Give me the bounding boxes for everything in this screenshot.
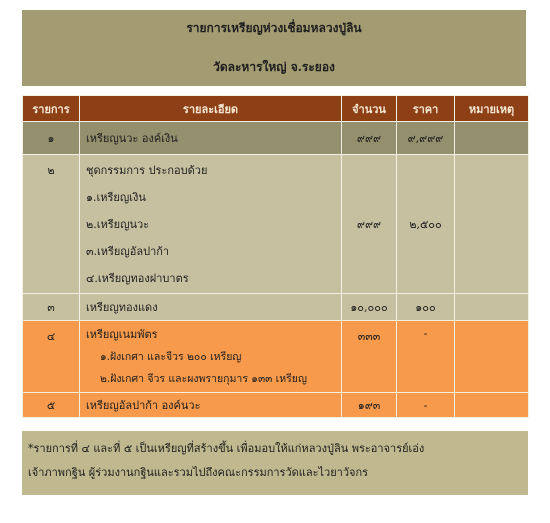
detail-line: ๒.ฝังเกศา จีวร และผงพรายกุมาร ๑๓๓ เหรียญ: [100, 373, 307, 385]
row-number: ๕: [23, 393, 80, 418]
row-note: [455, 155, 529, 294]
column-header-no: รายการ: [23, 96, 80, 122]
column-header-price: ราคา: [397, 96, 455, 122]
row-detail: [80, 155, 342, 294]
detail-line: เหรียญอัลปาก้า องค์นวะ: [86, 399, 201, 412]
detail-line: ๒.เหรียญนวะ: [86, 218, 150, 231]
row-number: ๑: [23, 122, 80, 155]
column-header-qty: จำนวน: [342, 96, 397, 122]
document-subtitle: วัดละหารใหญ่ จ.ระยอง: [213, 60, 335, 74]
row-qty: ๑๙๓: [342, 393, 397, 418]
row-price: ๒,๕๐๐: [397, 155, 455, 294]
table-row: [23, 122, 529, 155]
table-header-row: [23, 96, 529, 122]
row-detail: [80, 321, 342, 393]
row-note: [455, 321, 529, 393]
row-note: [455, 122, 529, 155]
row-qty: ๙๙๙: [342, 122, 397, 155]
table-row: [23, 393, 529, 418]
row-detail: [80, 393, 342, 418]
coin-list-table: [22, 95, 529, 418]
header-box: [22, 10, 526, 86]
detail-line: ๑.เหรียญเงิน: [86, 191, 146, 204]
table-row: [23, 294, 529, 321]
row-price: -: [397, 321, 455, 393]
document-title: รายการเหรียญห่วงเชื่อมหลวงปู่ลิน: [186, 21, 362, 35]
row-price: ๙,๙๙๙: [397, 122, 455, 155]
column-header-note: หมายเหตุ: [455, 96, 529, 122]
row-note: [455, 393, 529, 418]
detail-line: ๑.ฝังเกศา และจีวร ๒๐๐ เหรียญ: [100, 351, 242, 363]
row-number: ๓: [23, 294, 80, 321]
row-detail: [80, 294, 342, 321]
row-detail: [80, 122, 342, 155]
row-number: ๒: [23, 155, 80, 294]
row-qty: ๓๓๓: [342, 321, 397, 393]
row-qty: ๑๐,๐๐๐: [342, 294, 397, 321]
detail-line: เหรียญเนมพัตร: [86, 328, 158, 341]
footnote-line-2: เจ้าภาพกฐิน ผู้ร่วมงานกฐินและรวมไปถึงคณะกรรมการวัดและไวยาวัจกร: [28, 466, 369, 479]
row-note: [455, 294, 529, 321]
detail-line: เหรียญทองแดง: [86, 301, 158, 314]
detail-line: เหรียญนวะ องค์เงิน: [86, 132, 178, 145]
table-row: [23, 155, 529, 294]
footnote-box: [22, 431, 528, 495]
row-number: ๔: [23, 321, 80, 393]
detail-line: ๔.เหรียญทองฝาบาตร: [86, 272, 189, 285]
detail-line: ชุดกรรมการ ประกอบด้วย: [86, 164, 208, 177]
detail-line: ๓.เหรียญอัลปาก้า: [86, 245, 170, 258]
footnote-line-1: *รายการที่ ๔ และที่ ๕ เป็นเหรียญที่สร้างขึ้น เพื่อมอบให้แก่หลวงปู่ลิน พระอาจารย์เอ่ง: [28, 442, 425, 455]
row-price: ๑๐๐: [397, 294, 455, 321]
row-price: -: [397, 393, 455, 418]
row-qty: ๙๙๙: [342, 155, 397, 294]
column-header-detail: รายละเอียด: [80, 96, 342, 122]
table-row: [23, 321, 529, 393]
